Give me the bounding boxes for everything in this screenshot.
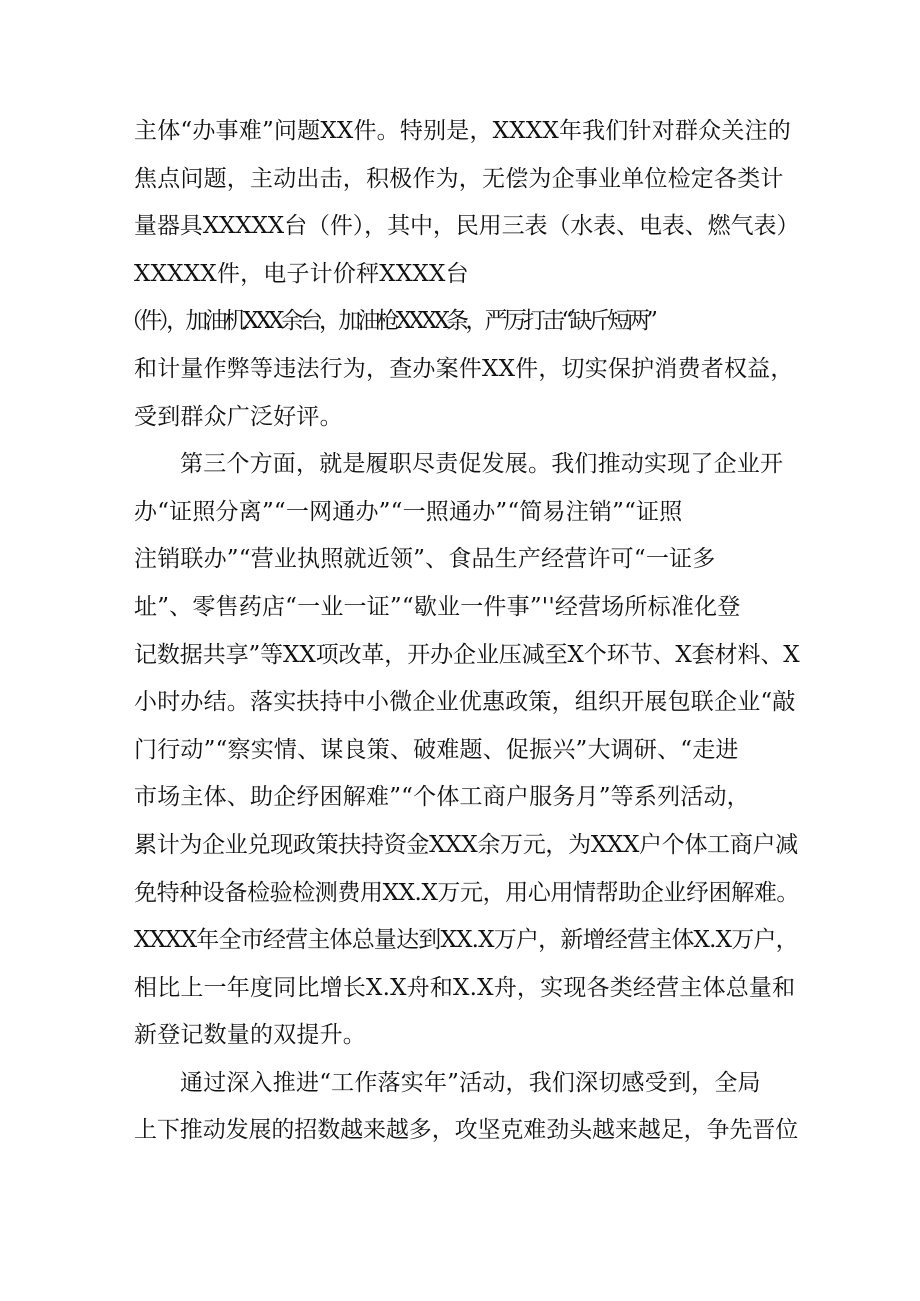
text-line: 办“证照分离”“一网通办”“一照通办”“简易注销”“证照 — [134, 498, 683, 525]
text-line: 上下推动发展的招数越来越多，攻坚克难劲头越来越足，争先晋位 — [134, 1117, 799, 1144]
text-line: 主体“办事难”问题XX件。特别是，XXXX年我们针对群众关注的 — [134, 118, 791, 144]
text-line: 受到群众广泛好评。 — [134, 403, 343, 430]
text-line: 记数据共享”等XX项改革，开办企业压减至X个环节、X套材料、X — [134, 641, 800, 668]
body-text — [120, 108, 800, 1155]
text-line: 焦点问题，主动出击，积极作为，无偿为企事业单位检定各类计 — [134, 165, 784, 192]
text-line: （件），加油机XXX余台，加油枪XXXX条，严厉打击“缺斤短两” — [120, 308, 655, 335]
text-line: 址”、零售药店“一业一证”“歇业一件事”''经营场所标准化登 — [134, 593, 741, 620]
text-line: 量器具XXXXX台（件），其中，民用三表（水表、电表、燃气表） — [134, 213, 800, 240]
text-line: 和计量作弊等违法行为，查办案件XX件，切实保护消费者权益， — [134, 355, 794, 382]
text-line: 门行动”“察实情、谋良策、破难题、促振兴”大调研、“走进 — [134, 736, 739, 763]
text-line: 小时办结。落实扶持中小微企业优惠政策，组织开展包联企业“敲 — [134, 689, 796, 716]
paragraph-start-line: 第三个方面，就是履职尽责促发展。我们推动实现了企业开 — [180, 451, 784, 478]
text-line: 新登记数量的双提升。 — [134, 1022, 366, 1049]
paragraph-start-line: 通过深入推进“工作落实年”活动，我们深切感受到，全局 — [180, 1069, 761, 1096]
text-line: XXXX年全市经营主体总量达到XX.X万户，新增经营主体X.X万户， — [134, 927, 798, 954]
text-line: 相比上一年度同比增长X.X舟和X.X舟，实现各类经营主体总量和 — [134, 974, 796, 1001]
text-line: 市场主体、助企纾困解难”“个体工商户服务月”等系列活动， — [134, 784, 750, 811]
text-line: 注销联办”“营业执照就近领”、食品生产经营许可“一证多 — [134, 546, 716, 573]
text-line: 免特种设备检验检测费用XX.X万元，用心用情帮助企业纾困解难。 — [134, 879, 800, 906]
text-line: XXXXX件，电子计价秤XXXX台 — [134, 260, 469, 287]
text-line: 累计为企业兑现政策扶持资金XXX余万元，为XXX户个体工商户减 — [134, 831, 798, 858]
